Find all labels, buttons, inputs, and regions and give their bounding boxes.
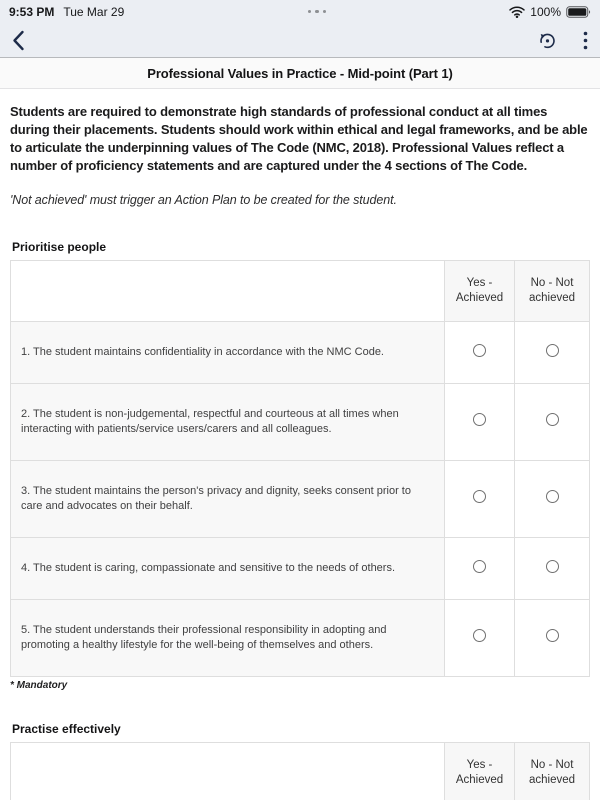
- radio-yes[interactable]: [473, 344, 486, 357]
- table-header-row: [11, 261, 590, 322]
- yes-cell: [445, 322, 515, 384]
- back-chevron-icon: [12, 30, 25, 51]
- no-cell: [515, 322, 590, 384]
- dot-icon: [323, 10, 327, 14]
- history-button[interactable]: [538, 31, 557, 50]
- question-text: 4. The student is caring, compassionate and sensitive to the needs of others.: [11, 538, 445, 600]
- section-title: Prioritise people: [12, 240, 107, 254]
- radio-no[interactable]: [546, 560, 559, 573]
- back-button[interactable]: [12, 30, 25, 51]
- no-cell: [515, 600, 590, 677]
- note-text: 'Not achieved' must trigger an Action Plan to be created for the student.: [10, 193, 397, 207]
- column-header-no: No - Not achieved: [515, 261, 590, 322]
- battery-percent: 100%: [530, 4, 561, 19]
- table-header-row: [11, 743, 590, 800]
- status-time: 9:53 PM: [9, 4, 55, 19]
- question-text: 1. The student maintains confidentiality in accordance with the NMC Code.: [11, 322, 445, 384]
- history-icon: [538, 31, 557, 50]
- dot-icon: [315, 10, 319, 14]
- no-cell: [515, 384, 590, 461]
- question-row: [11, 322, 590, 384]
- form-title-bar: [0, 58, 600, 89]
- form-content: [0, 103, 600, 800]
- nav-actions: [538, 31, 588, 50]
- intro-text: Students are required to demonstrate high standards of professional conduct at all times during their placements. Students should work within ethical and legal frameworks, and be able to articulate the underpinning values of The Code (NMC, 2018). Professional Values reflect a number of proficiency statements and are captured under the 4 sections of The Code.: [10, 104, 588, 173]
- section-title: Practise effectively: [12, 722, 121, 736]
- corner-cell: [11, 743, 445, 800]
- yes-cell: [445, 600, 515, 677]
- question-text: 2. The student is non-judgemental, respectful and courteous at all times when interacting with patients/service users/carers and all colleagues.: [11, 384, 445, 461]
- assessment-table: [10, 260, 590, 677]
- radio-yes[interactable]: [473, 413, 486, 426]
- no-cell: [515, 538, 590, 600]
- status-left: [9, 5, 124, 19]
- battery-icon: [566, 6, 591, 18]
- sections: [10, 240, 590, 800]
- column-header-yes: Yes - Achieved: [445, 743, 515, 800]
- status-right: [509, 5, 591, 19]
- question-row: [11, 600, 590, 677]
- question-row: [11, 538, 590, 600]
- question-text: 5. The student understands their professional responsibility in adopting and promoting a healthy lifestyle for the well-being of themselves and others.: [11, 600, 445, 677]
- yes-cell: [445, 538, 515, 600]
- assessment-section: [10, 722, 590, 800]
- question-row: [11, 384, 590, 461]
- radio-no[interactable]: [546, 344, 559, 357]
- radio-yes[interactable]: [473, 560, 486, 573]
- dot-icon: [308, 10, 312, 14]
- assessment-table: [10, 742, 590, 800]
- column-header-yes: Yes - Achieved: [445, 261, 515, 322]
- multitask-dots: [124, 10, 509, 14]
- radio-yes[interactable]: [473, 490, 486, 503]
- radio-yes[interactable]: [473, 629, 486, 642]
- status-date: Tue Mar 29: [63, 4, 125, 19]
- radio-no[interactable]: [546, 629, 559, 642]
- assessment-section: [10, 240, 590, 691]
- menu-button[interactable]: [583, 31, 588, 50]
- yes-cell: [445, 384, 515, 461]
- form-title: Professional Values in Practice - Mid-point (Part 1): [147, 65, 453, 81]
- nav-bar: [0, 23, 600, 58]
- status-bar: [0, 0, 600, 23]
- radio-no[interactable]: [546, 490, 559, 503]
- no-cell: [515, 461, 590, 538]
- question-text: 3. The student maintains the person's privacy and dignity, seeks consent prior to care and advocates on their behalf.: [11, 461, 445, 538]
- corner-cell: [11, 261, 445, 322]
- radio-no[interactable]: [546, 413, 559, 426]
- yes-cell: [445, 461, 515, 538]
- wifi-icon: [509, 6, 525, 18]
- kebab-menu-icon: [583, 31, 588, 50]
- question-row: [11, 461, 590, 538]
- mandatory-note: * Mandatory: [10, 680, 68, 691]
- column-header-no: No - Not achieved: [515, 743, 590, 800]
